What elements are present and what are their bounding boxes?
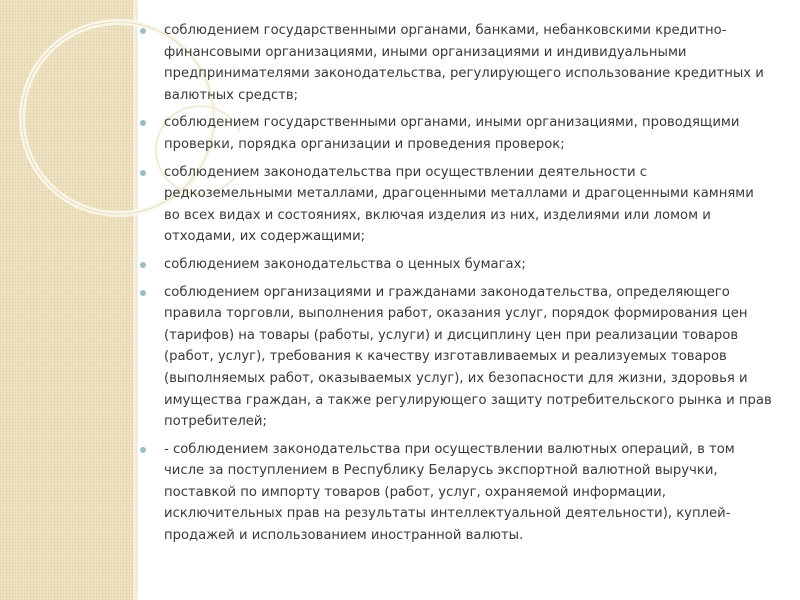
bullet-item bbox=[140, 439, 772, 547]
bullet-dot-icon bbox=[140, 120, 146, 126]
bullet-text: соблюдением государственными органами, банками, небанковскими кредитно-финансовыми организациями, иными организациями и индивидуальными предпринимателями законодательства, регулирующего использование кредитных и валютных средств; bbox=[164, 23, 764, 103]
bullet-dot-icon bbox=[140, 447, 146, 453]
bullet-item bbox=[140, 162, 772, 248]
band-edge-divider bbox=[133, 0, 136, 600]
left-decorative-band bbox=[0, 0, 133, 600]
bullet-text: соблюдением организациями и гражданами законодательства, определяющего правила торговли, выполнения работ, оказания услуг, порядок формирования цен (тарифов) на товары (работы, услуги) и дисциплину цен при реализации товаров (работ, услуг), требования к качеству изготавливаемых и реализуемых товаров (выполняемых работ, оказываемых услуг), их безопасности для жизни, здоровья и имущества граждан, а также регулирующего защиту потребительского рынка и прав потребителей; bbox=[164, 284, 772, 430]
bullet-item bbox=[140, 282, 772, 433]
bullet-text: соблюдением законодательства при осуществлении деятельности с редкоземельными металлами, драгоценными металлами и драгоценными камнями во всех видах и состояниях, включая изделия из них, изделиями или ломом и отходами, их содержащими; bbox=[164, 164, 754, 245]
bullet-dot-icon bbox=[140, 262, 146, 268]
bullet-dot-icon bbox=[140, 28, 146, 34]
bullet-item bbox=[140, 20, 772, 106]
bullet-dot-icon bbox=[140, 170, 146, 176]
bullet-item bbox=[140, 254, 772, 276]
bullet-text: - соблюдением законодательства при осуществлении валютных операций, в том числе за поступлением в Республику Беларусь экспортной валютной выручки, поставкой по импорту товаров (работ, услуг, охраняемой информации, исключительных прав на результаты интеллектуальной деятельности), куплей-продажей и использованием иностранной валюты. bbox=[164, 441, 735, 544]
bullet-list bbox=[140, 20, 772, 547]
bullet-text: соблюдением государственными органами, иными организациями, проводящими проверки, порядка организации и проведения проверок; bbox=[164, 115, 740, 152]
bullet-dot-icon bbox=[140, 290, 146, 296]
bullet-text: соблюдением законодательства о ценных бумагах; bbox=[164, 256, 526, 272]
content-area bbox=[140, 20, 772, 553]
bullet-item bbox=[140, 112, 772, 155]
